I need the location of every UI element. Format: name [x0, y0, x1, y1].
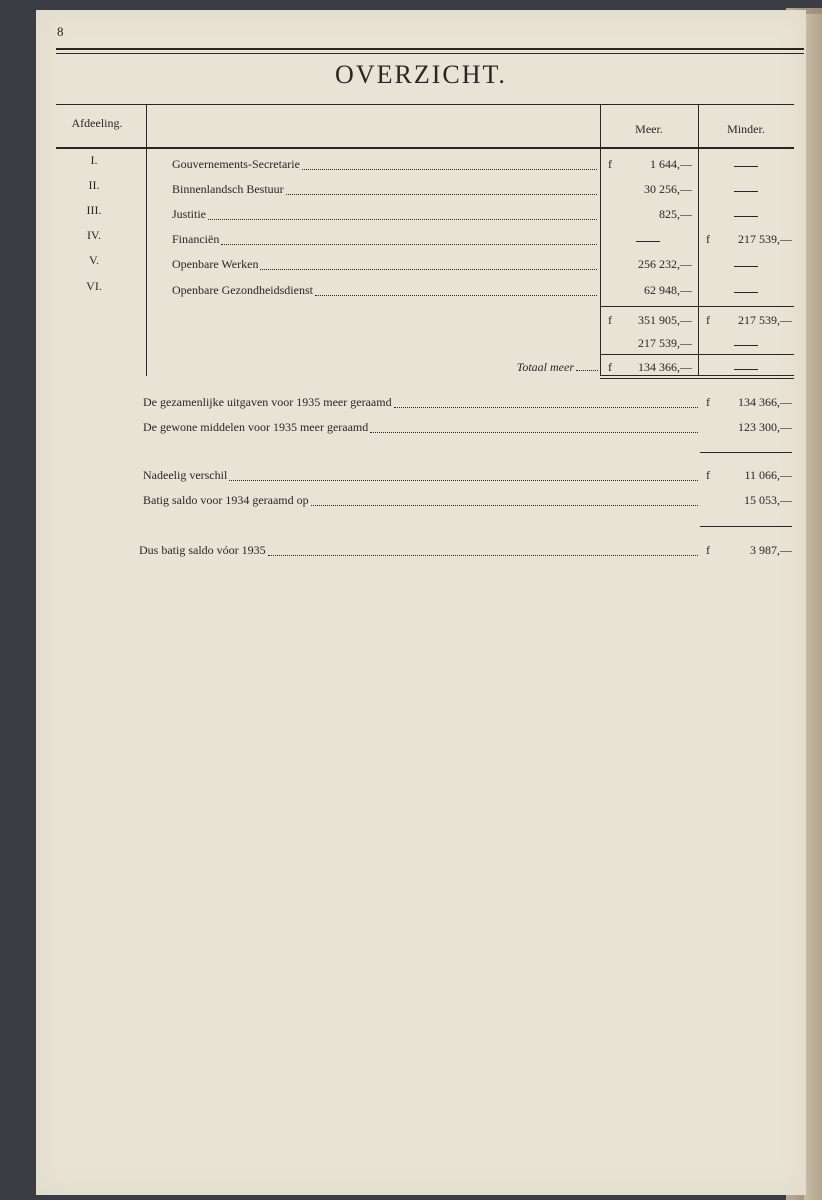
- page-title: OVERZICHT.: [335, 60, 507, 89]
- row-minder-currency: f: [706, 232, 710, 246]
- summary-leader-dots: [394, 399, 698, 408]
- subtotal-minder-currency: f: [706, 313, 710, 327]
- row-meer: 1 644,—: [650, 157, 692, 171]
- total-rule: [600, 354, 794, 355]
- row-roman: IV.: [86, 228, 102, 242]
- top-rule-thick: [56, 48, 804, 50]
- summary-value: 15 053,—: [744, 493, 792, 507]
- table-bottom-rule-1: [600, 375, 794, 376]
- row-label: Openbare Gezondheidsdienst: [172, 283, 313, 297]
- row-roman: III.: [86, 203, 102, 217]
- total-label: Totaal meer: [516, 360, 574, 374]
- subtotal-meer-currency: f: [608, 313, 612, 327]
- row-meer-currency: f: [608, 157, 612, 171]
- row-minder-dash: [734, 166, 758, 167]
- summary-value: 11 066,—: [744, 468, 792, 482]
- summary-currency: f: [706, 395, 710, 409]
- table-top-rule: [56, 104, 794, 105]
- row-meer: 256 232,—: [638, 257, 692, 271]
- header-meer: Meer.: [635, 122, 663, 136]
- total-meer-currency: f: [608, 360, 612, 374]
- summary-label: Batig saldo voor 1934 geraamd op: [143, 493, 309, 507]
- row-label: Openbare Werken: [172, 257, 259, 271]
- summary-currency: f: [706, 468, 710, 482]
- row-label: Binnenlandsch Bestuur: [172, 182, 284, 196]
- row-roman: V.: [88, 253, 100, 267]
- summary-value: 123 300,—: [738, 420, 792, 434]
- summary-leader-dots: [370, 424, 698, 433]
- summary-value: 134 366,—: [738, 395, 792, 409]
- table-col-divider-label: [146, 104, 147, 376]
- page-number: 8: [57, 24, 64, 39]
- row-roman: VI.: [86, 279, 102, 293]
- row-meer: 30 256,—: [644, 182, 692, 196]
- row-minder-dash: [734, 191, 758, 192]
- subtract-minder-dash: [734, 345, 758, 346]
- summary-label: De gezamenlijke uitgaven voor 1935 meer geraamd: [143, 395, 392, 409]
- page-edge-inner: [804, 14, 822, 1200]
- summary-leader-dots: [229, 472, 698, 481]
- row-meer: 825,—: [659, 207, 692, 221]
- row-leader-dots: [315, 287, 597, 296]
- header-minder: Minder.: [727, 122, 765, 136]
- row-label: Justitie: [172, 207, 207, 221]
- header-bottom-rule: [56, 147, 794, 149]
- summary-label: Nadeelig verschil: [143, 468, 228, 482]
- subtotal-minder: 217 539,—: [738, 313, 792, 327]
- summary-label: Dus batig saldo vóor 1935: [139, 543, 266, 557]
- row-label: Gouvernements-Secretarie: [172, 157, 300, 171]
- total-leader-dots: [576, 362, 598, 371]
- row-meer-dash: [636, 241, 660, 242]
- total-meer: 134 366,—: [638, 360, 692, 374]
- summary-rule-1: [700, 452, 792, 453]
- row-minder-dash: [734, 292, 758, 293]
- row-minder-dash: [734, 266, 758, 267]
- row-leader-dots: [302, 161, 597, 170]
- row-label: Financiën: [172, 232, 220, 246]
- summary-label: De gewone middelen voor 1935 meer geraamd: [143, 420, 369, 434]
- row-leader-dots: [260, 261, 597, 270]
- summary-leader-dots: [311, 497, 698, 506]
- total-minder-dash: [734, 369, 758, 370]
- subtotal-meer: 351 905,—: [638, 313, 692, 327]
- summary-value: 3 987,—: [750, 543, 792, 557]
- header-afdeeling: Afdeeling.: [71, 116, 123, 130]
- summary-leader-dots: [268, 547, 698, 556]
- row-leader-dots: [221, 236, 597, 245]
- subtract-meer: 217 539,—: [638, 336, 692, 350]
- table-col-divider-meer: [600, 104, 601, 376]
- row-minder-dash: [734, 216, 758, 217]
- table-col-divider-minder: [698, 104, 699, 376]
- subtotal-rule: [600, 306, 794, 307]
- table-bottom-rule-2: [600, 378, 794, 379]
- summary-currency: f: [706, 543, 710, 557]
- row-minder: 217 539,—: [738, 232, 792, 246]
- row-leader-dots: [286, 186, 597, 195]
- row-roman: II.: [88, 178, 100, 192]
- top-rule-thin: [56, 53, 804, 54]
- row-roman: I.: [90, 153, 98, 167]
- summary-rule-2: [700, 526, 792, 527]
- row-leader-dots: [208, 211, 597, 220]
- row-meer: 62 948,—: [644, 283, 692, 297]
